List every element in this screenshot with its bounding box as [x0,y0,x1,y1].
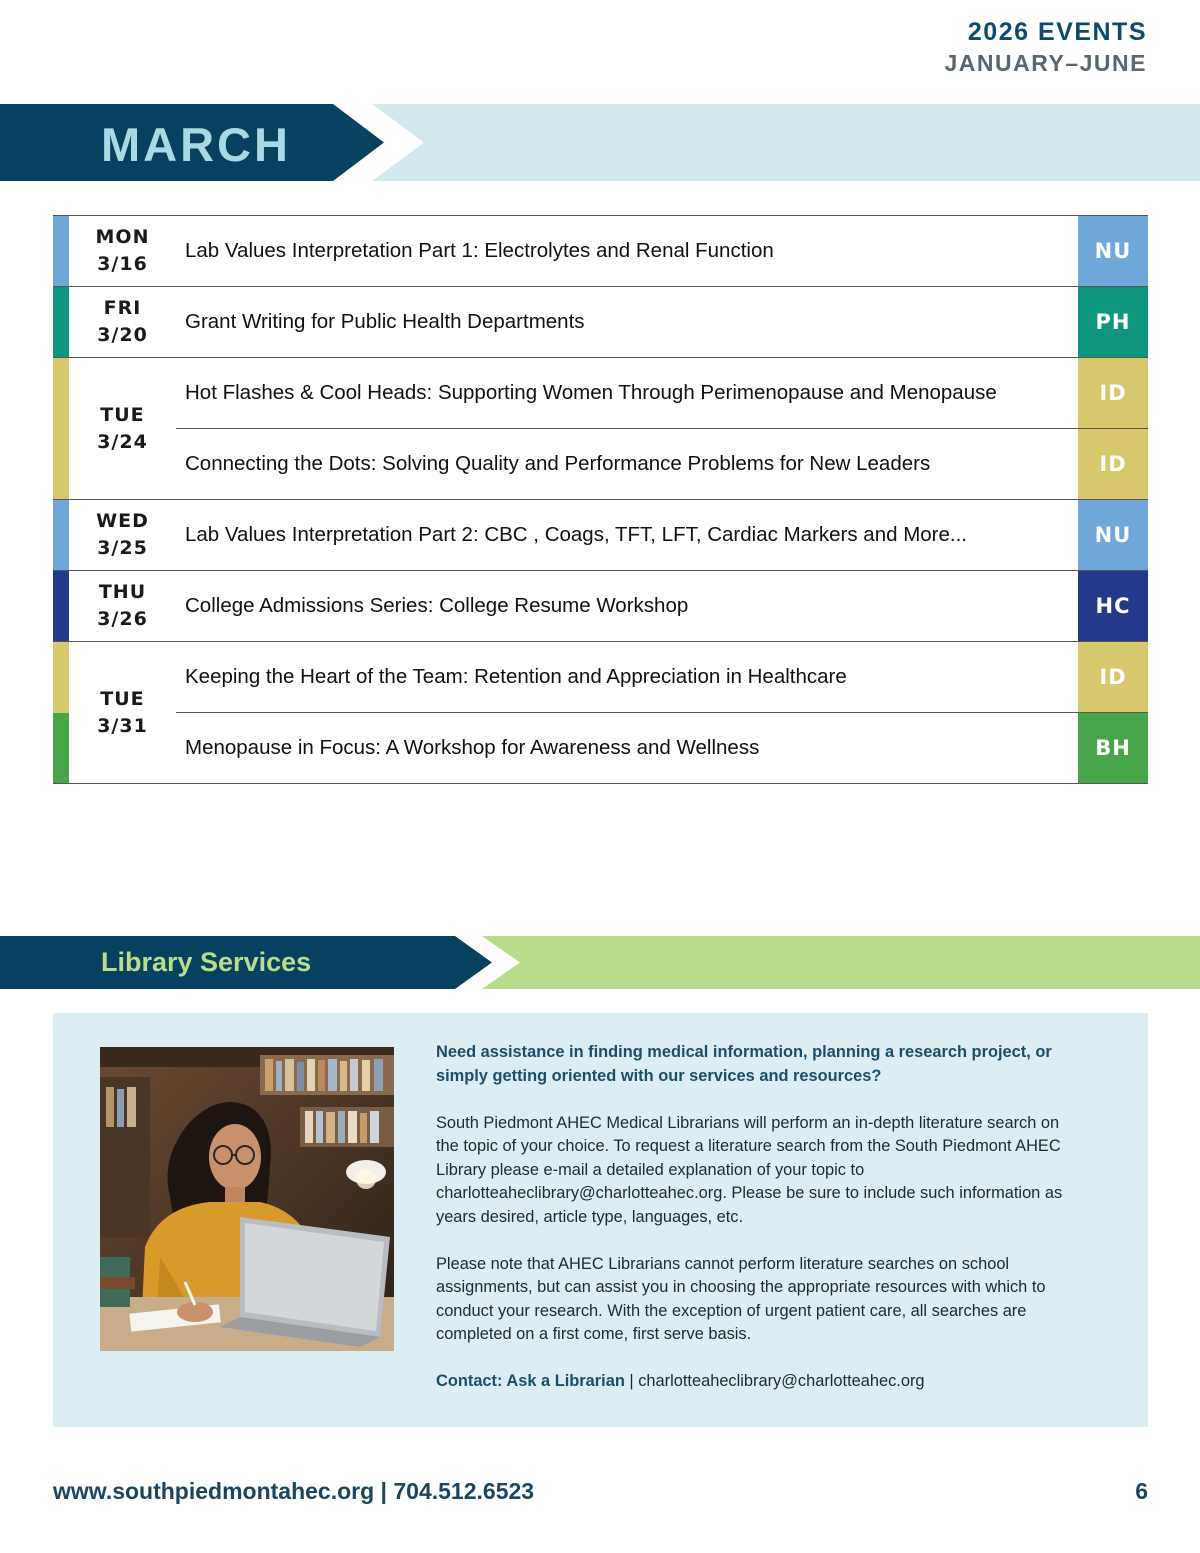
event-row[interactable] [176,216,1148,286]
page-footer [53,1478,1148,1505]
event-weekday: MON [95,226,150,248]
library-services-panel [53,1013,1148,1427]
library-banner [0,936,1200,989]
event-title[interactable]: Lab Values Interpretation Part 2: CBC , Coags, TFT, LFT, Cardiac Markers and More... [185,523,967,546]
category-badge: NU [1078,500,1148,570]
event-day [53,642,1148,784]
event-weekday: FRI [103,297,142,319]
library-lead: Need assistance in finding medical information, planning a research project, or simply getting oriented with our services and resources? [436,1043,1052,1085]
event-date [53,358,176,499]
event-day [53,215,1148,287]
event-day [53,287,1148,358]
category-badge: PH [1078,287,1148,357]
event-date-number: 3/25 [97,537,148,559]
category-stripe [53,216,69,286]
library-contact [436,1370,1076,1394]
event-row[interactable] [176,571,1148,641]
event-day [53,571,1148,642]
category-badge: HC [1078,571,1148,641]
footer-contact[interactable]: www.southpiedmontahec.org | 704.512.6523 [53,1478,535,1504]
category-badge: NU [1078,216,1148,286]
category-stripe [53,500,69,570]
category-stripe [53,571,69,641]
category-badge: ID [1078,642,1148,712]
event-row[interactable] [176,287,1148,357]
category-stripe [53,642,69,783]
event-weekday: TUE [100,687,145,710]
event-day [53,500,1148,571]
event-title[interactable]: Grant Writing for Public Health Departments [185,310,585,333]
event-title[interactable]: College Admissions Series: College Resume Workshop [185,594,689,617]
event-date-number: 3/24 [97,430,148,453]
event-weekday: TUE [100,403,145,426]
document-header [945,16,1147,78]
event-date [53,287,176,357]
header-range: JANUARY–JUNE [944,50,1147,76]
event-day [53,358,1148,500]
category-badge: ID [1078,358,1148,428]
event-date-number: 3/16 [97,253,148,275]
event-weekday: WED [96,510,149,532]
page-number: 6 [1135,1478,1148,1504]
library-paragraph-1: South Piedmont AHEC Medical Librarians will perform an in-depth literature search on the topic of your choice. To request a literature search from the South Piedmont AHEC Library please e-mail a detailed explanation of your topic to charlotteaheclibrary@charlotteahec.org. Please be sure to include such information as years desired, article type, languages, etc. [436,1113,1063,1226]
event-row[interactable] [176,358,1148,428]
event-date-number: 3/26 [97,608,148,630]
event-date-number: 3/20 [97,324,148,346]
event-title[interactable]: Hot Flashes & Cool Heads: Supporting Women Through Perimenopause and Menopause [185,381,997,404]
contact-separator: | [624,1372,639,1390]
library-photo [100,1047,394,1351]
event-row[interactable] [176,712,1148,783]
library-text [436,1041,1076,1417]
month-title: MARCH [101,118,291,171]
event-title[interactable]: Lab Values Interpretation Part 1: Electrolytes and Renal Function [185,239,774,262]
category-stripe [53,287,69,357]
event-weekday: THU [98,581,147,603]
event-title[interactable]: Keeping the Heart of the Team: Retention and Appreciation in Healthcare [185,665,847,688]
events-table [53,215,1148,784]
event-date-number: 3/31 [97,714,148,737]
event-title[interactable]: Connecting the Dots: Solving Quality and Performance Problems for New Leaders [185,452,931,475]
category-badge: BH [1078,713,1148,783]
month-banner [0,104,1200,181]
category-stripe [53,358,69,499]
event-row[interactable] [176,428,1148,499]
event-row[interactable] [176,500,1148,570]
library-paragraph-2: Please note that AHEC Librarians cannot perform literature searches on school assignments, but can assist you in choosing the appropriate resources with which to conduct your research. With the exception of urgent patient care, all searches are completed on a first come, first serve basis. [436,1254,1046,1343]
header-year: 2026 EVENTS [967,18,1147,46]
category-badge: ID [1078,429,1148,499]
event-date [53,216,176,286]
student-studying-illustration [100,1047,394,1351]
library-title: Library Services [101,947,312,977]
contact-email[interactable]: charlotteaheclibrary@charlotteahec.org [638,1372,925,1390]
event-date [53,571,176,641]
event-date [53,642,176,783]
event-date [53,500,176,570]
event-row[interactable] [176,642,1148,712]
contact-label[interactable]: Contact: Ask a Librarian [436,1372,625,1390]
event-title[interactable]: Menopause in Focus: A Workshop for Awareness and Wellness [185,736,760,759]
